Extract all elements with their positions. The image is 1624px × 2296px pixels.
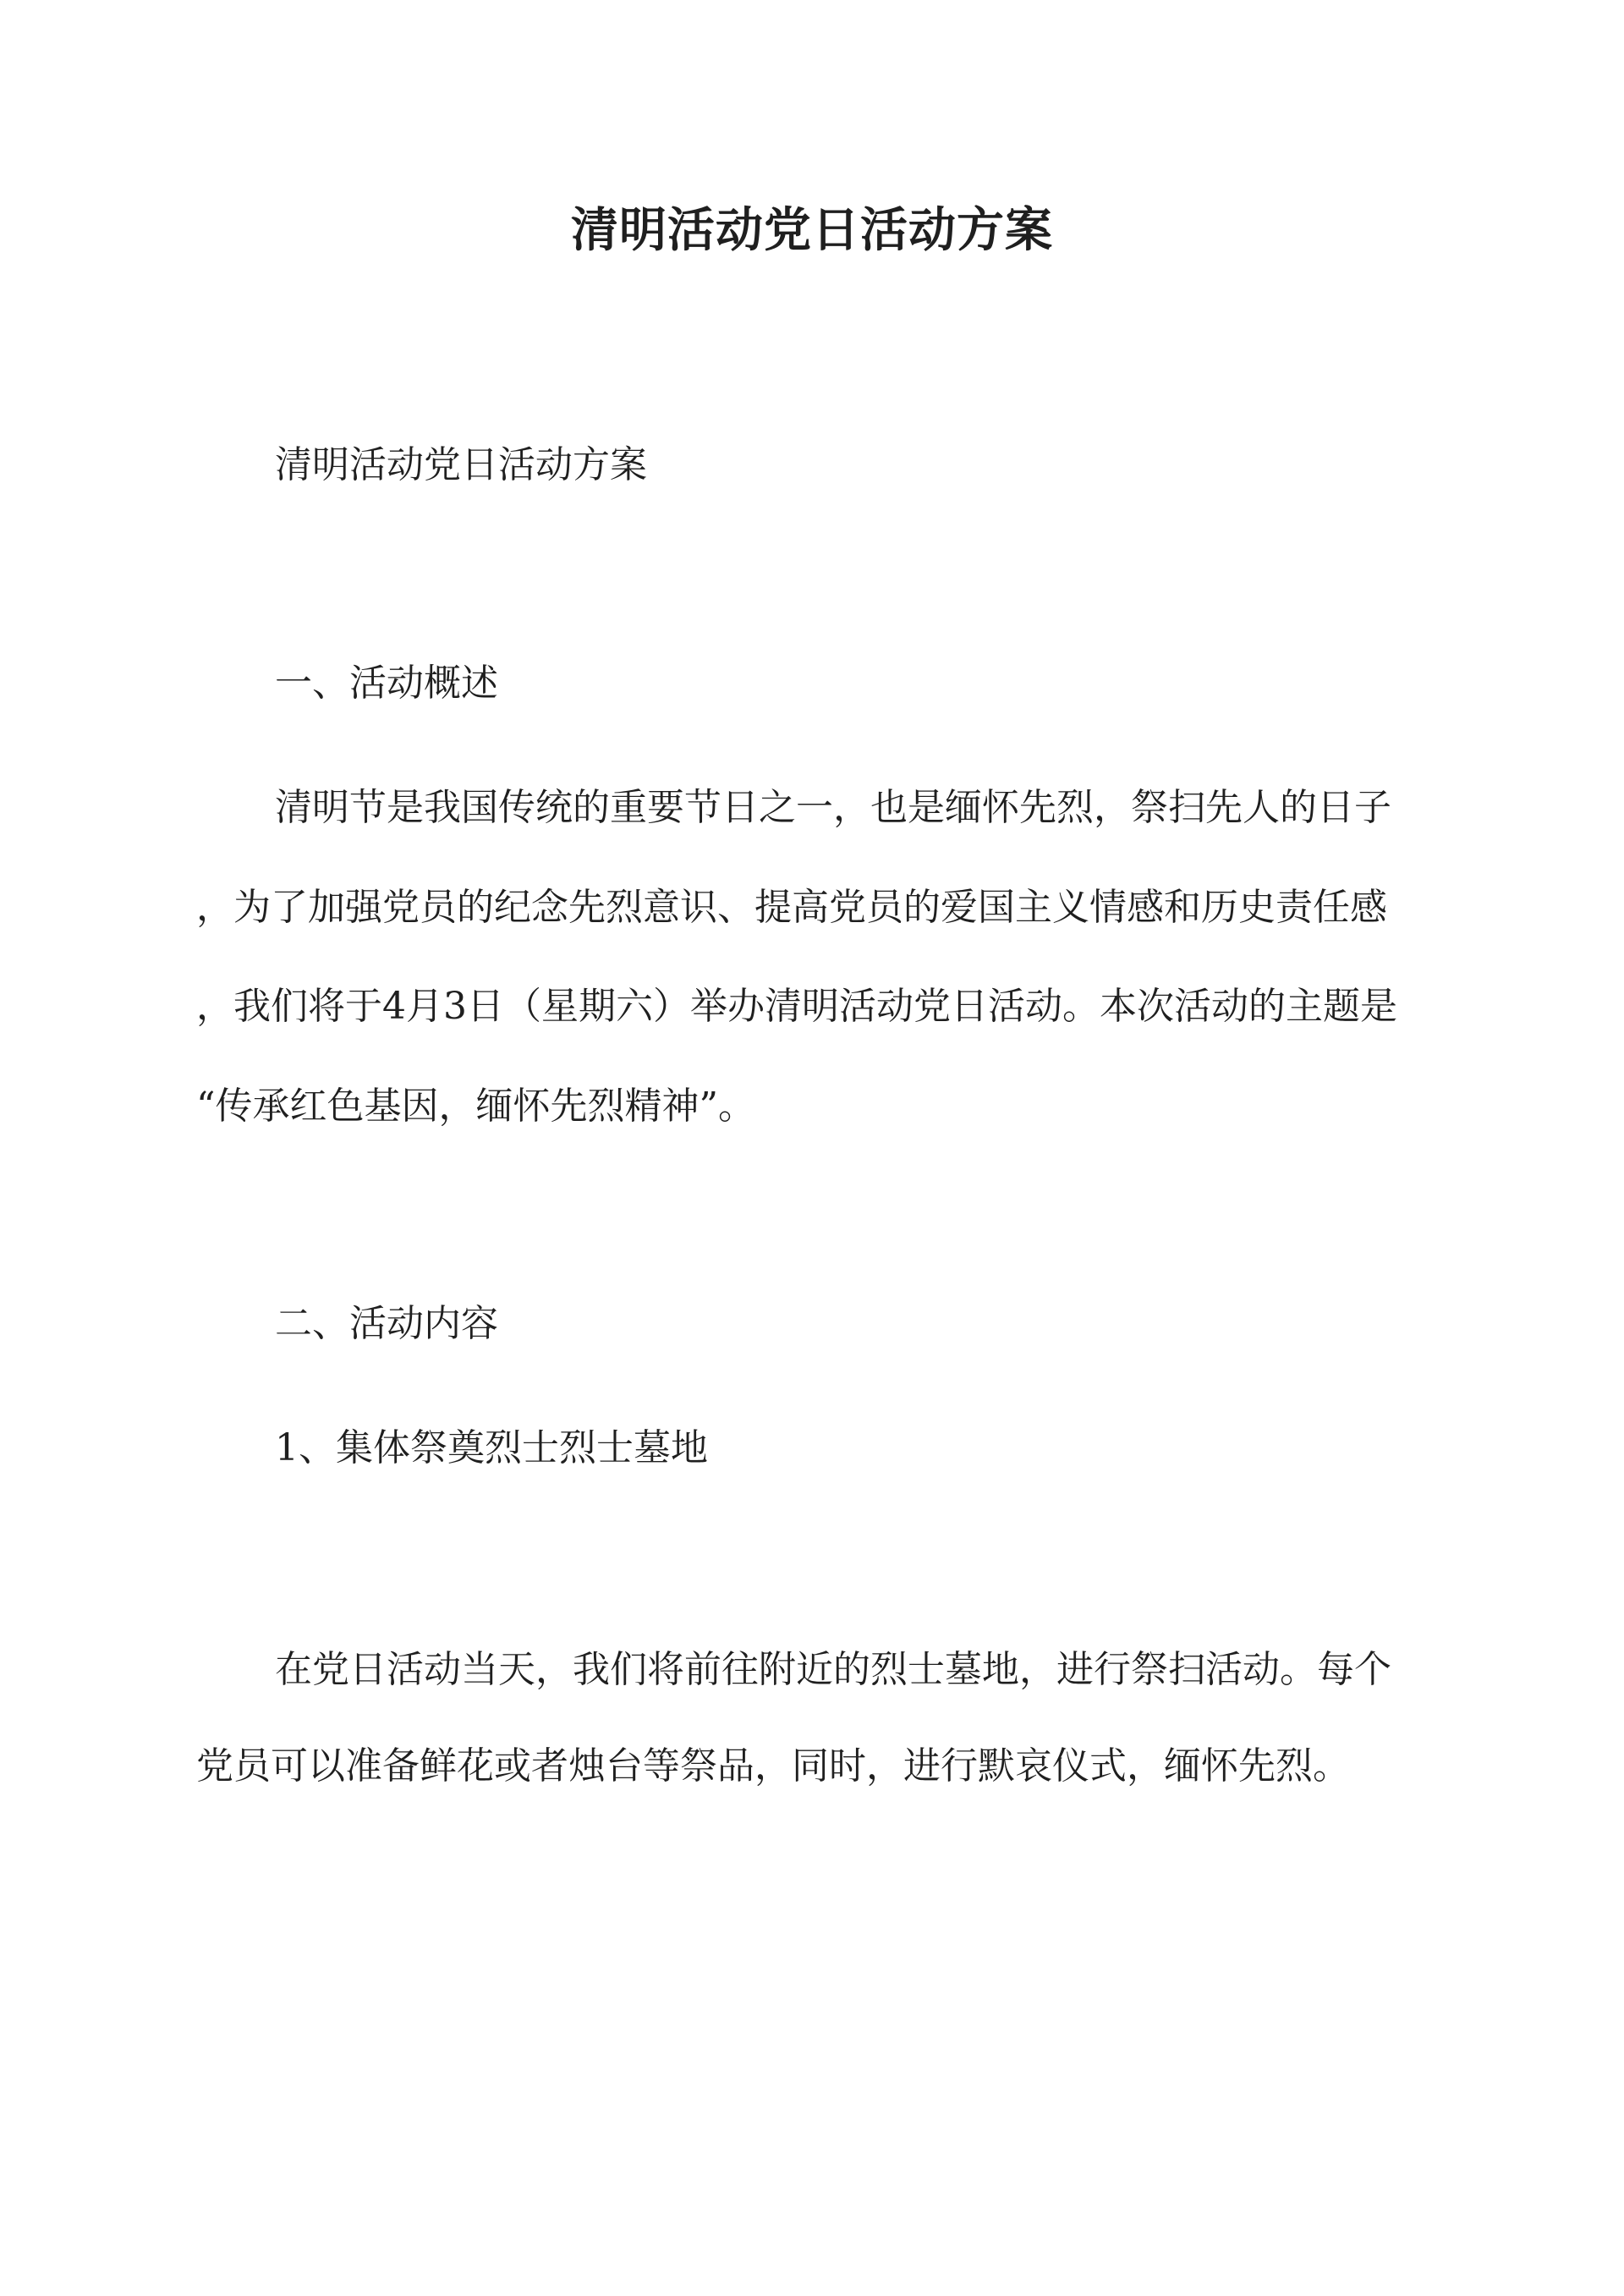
content-item-1-heading: 1、集体祭奠烈士烈士墓地 bbox=[275, 1426, 708, 1469]
section-heading-content: 二、活动内容 bbox=[275, 1302, 498, 1345]
section-heading-overview: 一、活动概述 bbox=[275, 662, 498, 705]
overview-paragraph-line-2: ，为了加强党员的纪念先烈意识、提高党员的爱国主义情感和历史责任感 bbox=[196, 886, 1387, 929]
overview-paragraph-line-3: ，我们将于4月3日（星期六）举办清明活动党日活动。本次活动的主题是 bbox=[196, 985, 1397, 1028]
overview-paragraph-line-4: “传承红色基因，缅怀先烈精神”。 bbox=[196, 1085, 755, 1128]
document-subtitle: 清明活动党日活动方案 bbox=[275, 443, 647, 486]
overview-paragraph-line-1: 清明节是我国传统的重要节日之一，也是缅怀先烈，祭扫先人的日子 bbox=[275, 786, 1391, 829]
content-paragraph-line-2: 党员可以准备鲜花或者烛台等祭品，同时，进行默哀仪式，缅怀先烈。 bbox=[196, 1744, 1350, 1788]
document-title: 清明活动党日活动方案 bbox=[571, 202, 1053, 258]
content-paragraph-line-1: 在党日活动当天，我们将前往附近的烈士墓地，进行祭扫活动。每个 bbox=[275, 1648, 1391, 1691]
